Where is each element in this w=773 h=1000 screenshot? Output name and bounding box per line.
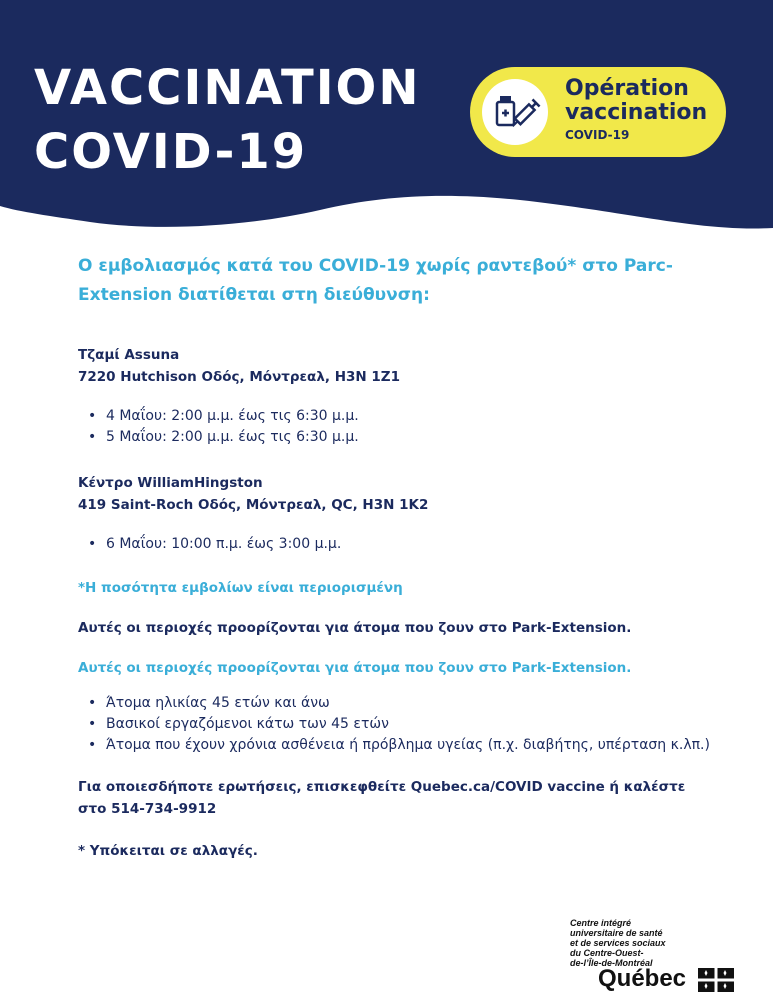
location-name: Κέντρο WilliamHingston (78, 475, 263, 491)
residents-note-dark: Αυτές οι περιοχές προορίζονται για άτομα που ζουν στο Park-Extension. (78, 620, 632, 636)
list-item: • Βασικοί εργαζόμενοι κάτω των 45 ετών (106, 714, 718, 735)
location-block-1 (78, 344, 718, 388)
eligibility-list (78, 693, 718, 756)
logo-text (570, 918, 740, 968)
location-name: Τζαμί Assuna (78, 347, 180, 363)
title-line-2: COVID-19 (34, 124, 308, 180)
limited-supply-note: *Η ποσότητα εμβολίων είναι περιορισμένη (78, 580, 403, 596)
vaccine-syringe-icon (488, 85, 542, 139)
residents-note-blue: Αυτές οι περιοχές προορίζονται για άτομα που ζουν στο Park-Extension. (78, 660, 632, 676)
quebec-wordmark: Québec (598, 965, 687, 992)
operation-vaccination-badge (470, 67, 726, 157)
location-1-dates (78, 406, 718, 448)
location-2-dates (78, 534, 718, 555)
badge-line-1: Opération (565, 76, 689, 101)
quebec-flag-icon (698, 968, 734, 992)
logo-line: du Centre-Ouest- (570, 948, 644, 958)
list-item: • Άτομα ηλικίας 45 ετών και άνω (106, 693, 718, 714)
list-item: • 5 Μαΐου: 2:00 μ.μ. έως τις 6:30 μ.μ. (106, 427, 718, 448)
header-banner (0, 0, 773, 240)
intro-heading: Ο εμβολιασμός κατά του COVID-19 χωρίς ραντεβού* στο Parc-Extension διατίθεται στη διεύθυνση: (78, 256, 673, 305)
location-block-2 (78, 472, 718, 516)
badge-line-2: vaccination (565, 100, 708, 125)
badge-line-3: COVID-19 (565, 128, 630, 142)
logo-line: universitaire de santé (570, 928, 663, 938)
logo-line: Centre intégré (570, 918, 632, 928)
badge-text (565, 77, 707, 143)
logo-line: de-l’Île-de-Montréal (570, 958, 653, 968)
logo-line: et de services sociaux (570, 938, 666, 948)
badge-icon-circle (482, 79, 548, 145)
list-item: • Άτομα που έχουν χρόνια ασθένεια ή πρόβλημα υγείας (π.χ. διαβήτης, υπέρταση κ.λπ.) (106, 735, 718, 756)
ciusss-quebec-logo (570, 918, 740, 994)
location-address: 419 Saint-Roch Οδός, Μόντρεαλ, QC, H3N 1K2 (78, 497, 429, 513)
main-content (78, 252, 718, 862)
contact-info: Για οποιεσδήποτε ερωτήσεις, επισκεφθείτε Quebec.ca/COVID vaccine ή καλέστε στο 514-734-9912 (78, 779, 686, 817)
list-item: • 6 Μαΐου: 10:00 π.μ. έως 3:00 μ.μ. (106, 534, 718, 555)
title-line-1: VACCINATION (34, 60, 421, 116)
list-item: • 4 Μαΐου: 2:00 μ.μ. έως τις 6:30 μ.μ. (106, 406, 718, 427)
footnote: * Υπόκειται σε αλλαγές. (78, 843, 258, 859)
location-address: 7220 Hutchison Οδός, Μόντρεαλ, H3N 1Z1 (78, 369, 400, 385)
page-title (34, 56, 421, 184)
